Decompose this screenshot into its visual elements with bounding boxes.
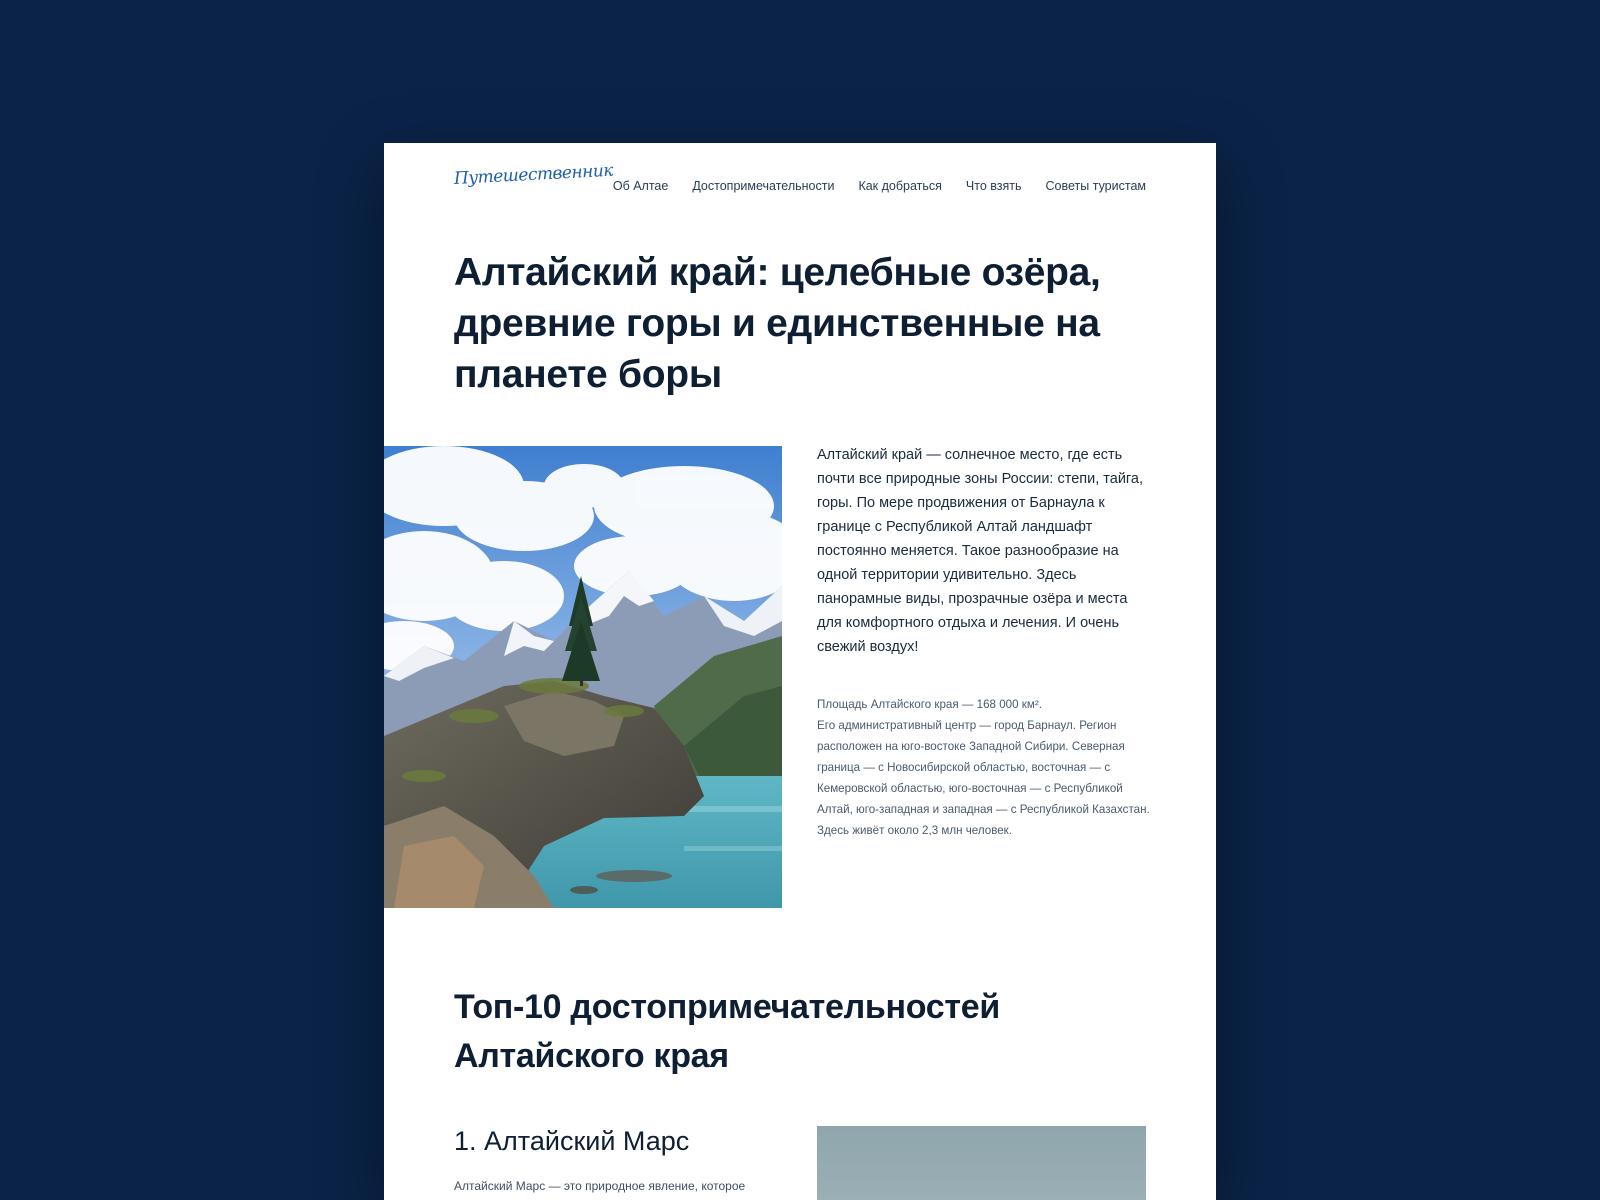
hero-image <box>384 446 782 908</box>
article-page <box>384 143 1216 1200</box>
section-title-top10: Топ-10 достопримечательностей Алтайского края <box>454 988 1000 1075</box>
facts-text <box>817 694 1152 841</box>
nav-item-tips[interactable]: Советы туристам <box>1045 179 1146 193</box>
site-logo[interactable]: Путешественник <box>453 160 614 189</box>
nav-item-sights[interactable]: Достопримечательности <box>692 179 835 193</box>
intro-text: Алтайский край — солнечное место, где есть почти все природные зоны России: степи, тайга, горы. По мере продвижения от Барнаула к границе с Республикой Алтай ландшафт постоянно меняется. Такое разнообразие на одной территории удивительно. Здесь панорамные виды, прозрачные озёра и места для комфортного отдыха и лечения. И очень свежий воздух! <box>817 447 1143 655</box>
item-image <box>817 1126 1146 1200</box>
item-title: 1. Алтайский Марс <box>454 1126 690 1156</box>
nav-item-what-to-take[interactable]: Что взять <box>965 179 1022 193</box>
page-title: Алтайский край: целебные озёра, древние горы и единственные на планете боры <box>454 251 1101 396</box>
item-text: Алтайский Марс — это природное явление, которое <box>454 1179 746 1193</box>
main-nav <box>613 179 1146 193</box>
facts-details: Его административный центр — город Барнаул. Регион расположен на юго-востоке Западной Сибири. Северная граница — с Новосибирской областью, восточная — с Кемеровской областью, юго-восточная — с Республикой Алтай, юго-западная и западная — с Республикой Казахстан. Здесь живёт около 2,3 млн человек. <box>817 719 1150 837</box>
nav-item-about[interactable]: Об Алтае <box>612 179 669 193</box>
facts-area: Площадь Алтайского края — 168 000 км². <box>817 698 1042 711</box>
nav-item-how-to-get[interactable]: Как добраться <box>858 179 942 193</box>
